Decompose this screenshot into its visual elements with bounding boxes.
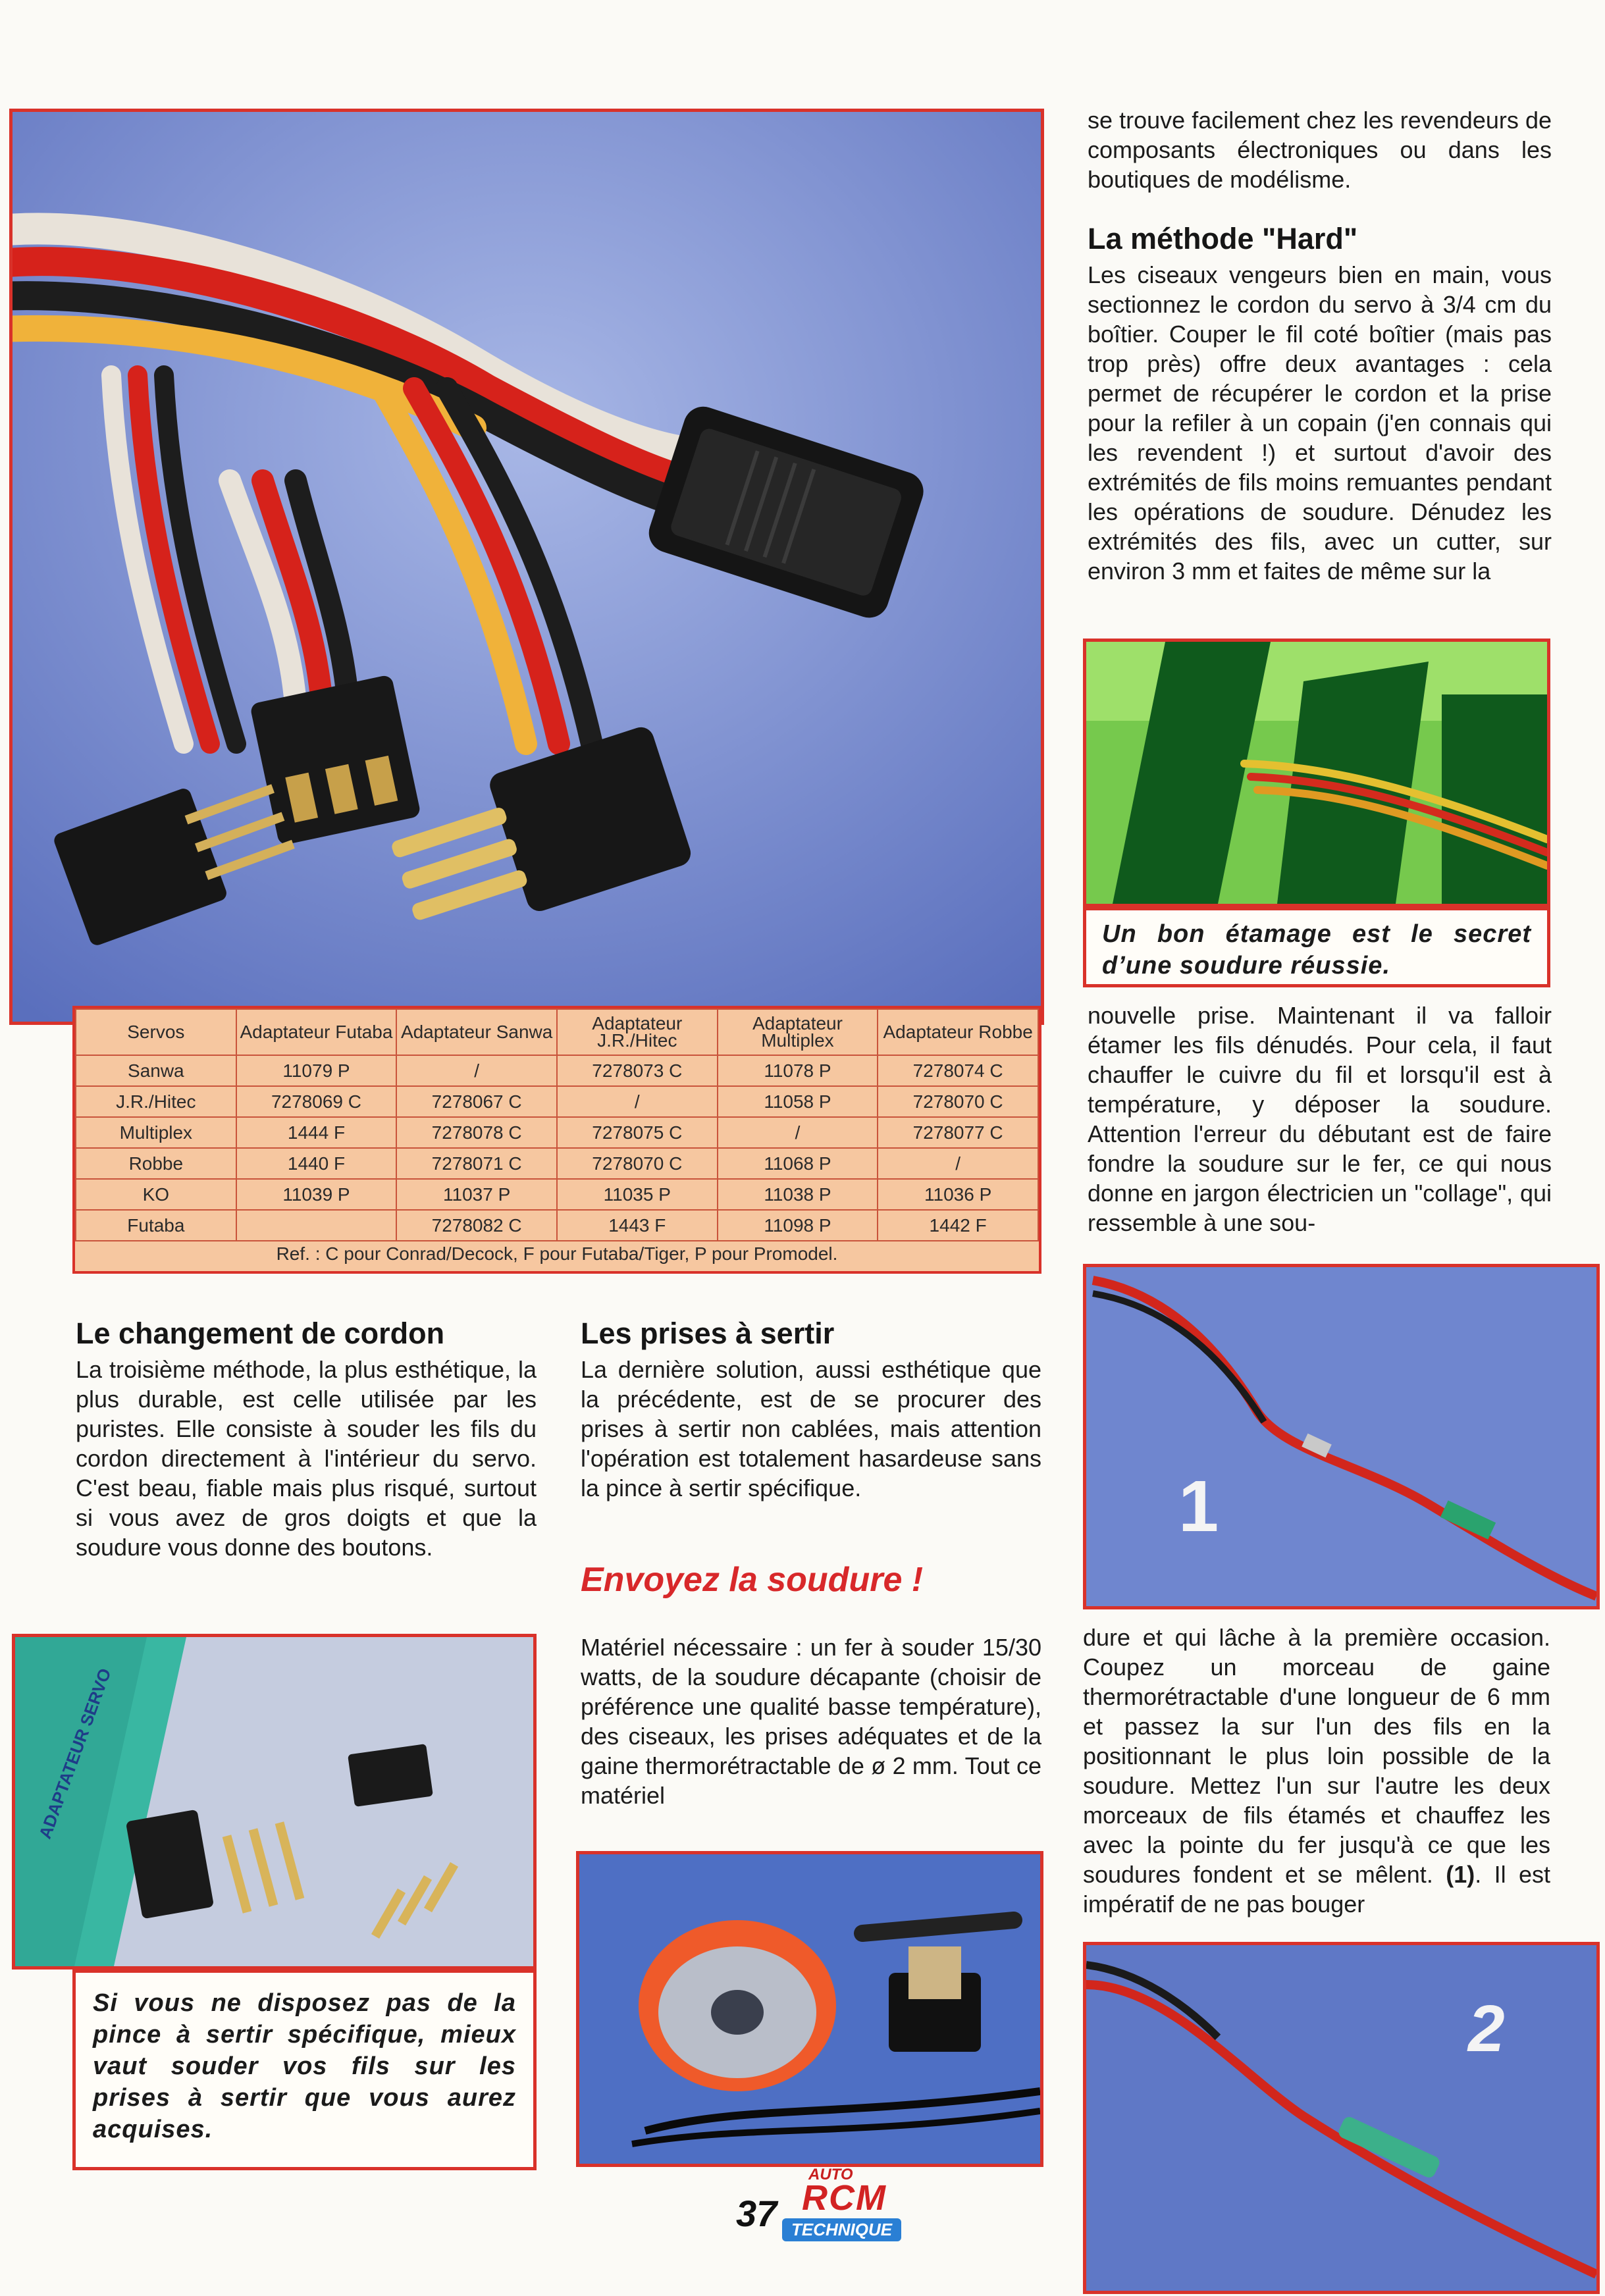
- solder-spool-illustration: [579, 1854, 1040, 2164]
- table-header-cell: Adaptateur Robbe: [878, 1009, 1038, 1055]
- table-ref-note: Ref. : C pour Conrad/Decock, F pour Futaba/Tiger, P pour Promodel.: [276, 1243, 838, 1264]
- caption-etamage: Un bon étamage est le secret d’une soudure réussie.: [1083, 907, 1550, 987]
- table-row: [76, 1179, 1038, 1210]
- table-header-cell: Adaptateur Futaba: [236, 1009, 397, 1055]
- right-col-p2: Les ciseaux vengeurs bien en main, vous sectionnez le cordon du servo à 3/4 cm du boîtier. Couper le fil coté boîtier (mais pas trop près) offre deux avantages : cela permet de récupérer le cordon et la prise pour la refiler à un copain (j'en connais qui les revendent !) et surtout d'avoir des extrémités de fils moins remuantes pendant les opérations de soudure. Dénudez les extrémités des fils, avec un cutter, sur environ 3 mm et faites de même sur la: [1088, 261, 1552, 585]
- right-col-p3: nouvelle prise. Maintenant il va falloir étamer les fils dénudés. Pour cela, il faut chauffer le cuivre du fil et lorsqu'il est à température, y déposer la soudure. Attention l'erreur du débutant est de faire fondre la soudure sur le fer, ce qui nous donne en jargon électricien un "collage", qui ressemble à une sou-: [1088, 1002, 1552, 1236]
- table-ref-row: [76, 1241, 1038, 1266]
- table-row: [76, 1210, 1038, 1241]
- photo-tinned-wires: [1083, 639, 1550, 907]
- main-photo-connectors: [9, 109, 1044, 1025]
- page-number: 37: [736, 2193, 777, 2234]
- right-col-p4-end: . Il est impératif de ne pas bouger: [1083, 1861, 1550, 1918]
- table-cell: 7278069 C: [236, 1086, 397, 1117]
- mid-col-materiel-text: [581, 1632, 1041, 1810]
- mid-col-p1: La dernière solution, aussi esthétique que la précédente, est de se procurer des prises à sertir non cablées, mais attention l'opération est totalement hasardeuse sans la pince à sertir spécifique.: [581, 1356, 1041, 1501]
- right-col-hard-text: [1088, 260, 1552, 586]
- table-cell: 7278078 C: [396, 1117, 557, 1148]
- heading-prises-sertir: Les prises à sertir: [581, 1317, 835, 1350]
- mid-col-text: [581, 1355, 1041, 1503]
- table-cell: [236, 1210, 397, 1241]
- photo-solder-spool: [576, 1851, 1043, 2167]
- heading-envoyez-soudure: Envoyez la soudure !: [581, 1561, 924, 1599]
- photo-step-2: [1083, 1942, 1600, 2294]
- table-header-cell: Adaptateur Sanwa: [396, 1009, 557, 1055]
- table-cell: 7278070 C: [878, 1086, 1038, 1117]
- table-cell: 1442 F: [878, 1210, 1038, 1241]
- tinned-wires-illustration: [1086, 642, 1547, 904]
- heading-changement-cordon: Le changement de cordon: [76, 1317, 445, 1350]
- table-cell: 7278067 C: [396, 1086, 557, 1117]
- photo-step-1-label: 1: [1178, 1466, 1219, 1547]
- right-col-intro: [1088, 105, 1552, 194]
- step-1-wire-illustration: [1086, 1267, 1596, 1606]
- table-cell: 11058 P: [718, 1086, 878, 1117]
- table-row: [76, 1086, 1038, 1117]
- caption-sertir: Si vous ne disposez pas de la pince à sertir spécifique, mieux vaut souder vos fils sur les prises à sertir que vous aurez acquises.: [72, 1970, 537, 2170]
- table-cell: /: [718, 1117, 878, 1148]
- right-col-p4-ref: (1): [1446, 1861, 1475, 1888]
- table-row: [76, 1055, 1038, 1086]
- right-col-soldering-text: [1083, 1623, 1550, 1919]
- table-cell: 7278074 C: [878, 1055, 1038, 1086]
- bag-label-text: ADAPTATEUR SERVO: [35, 1665, 115, 1842]
- table-cell: 1440 F: [236, 1148, 397, 1179]
- right-col-p1: se trouve facilement chez les revendeurs de composants électroniques ou dans les boutiques de modélisme.: [1088, 107, 1552, 193]
- table-header-cell: Adaptateur Multiplex: [718, 1009, 878, 1055]
- table-cell: J.R./Hitec: [76, 1086, 236, 1117]
- table-cell: 1443 F: [557, 1210, 718, 1241]
- table-header-cell: Servos: [76, 1009, 236, 1055]
- table-cell: 11038 P: [718, 1179, 878, 1210]
- mid-col-p2: Matériel nécessaire : un fer à souder 15/30 watts, de la soudure décapante (choisir de préférence une qualité basse température), des ciseaux, les prises adéquates et de la gaine thermorétractable de ø 2 mm. Tout ce matériel: [581, 1634, 1041, 1809]
- left-col-text: [76, 1355, 537, 1562]
- table-cell: KO: [76, 1179, 236, 1210]
- table-cell: Futaba: [76, 1210, 236, 1241]
- left-col-p1: La troisième méthode, la plus esthétique, la plus durable, est celle utilisée par les puristes. Elle consiste à souder les fils du cordon directement à l'intérieur du servo. C'est beau, fiable mais plus risqué, surtout si vous avez de gros doigts et que la soudure vous donne des boutons.: [76, 1356, 537, 1561]
- table-cell: Sanwa: [76, 1055, 236, 1086]
- table-cell: 7278073 C: [557, 1055, 718, 1086]
- table-header-cell: Adaptateur J.R./Hitec: [557, 1009, 718, 1055]
- table-cell: Robbe: [76, 1148, 236, 1179]
- table-row: [76, 1148, 1038, 1179]
- table-header-row: [76, 1009, 1038, 1055]
- photo-step-2-label: 2: [1468, 1992, 1505, 2066]
- right-col-p4-text: dure et qui lâche à la première occasion. Coupez un morceau de gaine thermorétractable d'une longueur de 6 mm et passez la sur l'un des fils en la positionnant le plus loin possible de la soudure. Mettez l'un sur l'autre les deux morceaux de fils étamés et chauffez les avec la pointe du fer jusqu'à ce que les soudures fondent et se mêlent.: [1083, 1624, 1550, 1888]
- table-cell: 11039 P: [236, 1179, 397, 1210]
- adapter-table: [72, 1006, 1041, 1274]
- table-cell: 11037 P: [396, 1179, 557, 1210]
- table-cell: 11098 P: [718, 1210, 878, 1241]
- table-cell: /: [557, 1086, 718, 1117]
- table-row: [76, 1117, 1038, 1148]
- table-cell: 7278071 C: [396, 1148, 557, 1179]
- right-col-tinning-text: [1088, 1001, 1552, 1238]
- table-cell: /: [396, 1055, 557, 1086]
- servo-connectors-illustration: [13, 112, 1041, 1022]
- table-cell: 11035 P: [557, 1179, 718, 1210]
- table-cell: 7278077 C: [878, 1117, 1038, 1148]
- logo-auto: AUTO: [808, 2166, 853, 2183]
- heading-methode-hard: La méthode "Hard": [1088, 222, 1358, 255]
- table-cell: 7278070 C: [557, 1148, 718, 1179]
- logo-technique: TECHNIQUE: [782, 2218, 901, 2241]
- table-cell: Multiplex: [76, 1117, 236, 1148]
- table-cell: 7278075 C: [557, 1117, 718, 1148]
- photo-crimp-connectors: [12, 1634, 537, 1970]
- table-cell: /: [878, 1148, 1038, 1179]
- table-cell: 11078 P: [718, 1055, 878, 1086]
- step-2-wire-illustration: [1086, 1945, 1596, 2291]
- right-col-p4: [1083, 1623, 1550, 1919]
- magazine-logo: [782, 2166, 914, 2245]
- photo-step-1: [1083, 1264, 1600, 1609]
- table-cell: 11036 P: [878, 1179, 1038, 1210]
- table-cell: 1444 F: [236, 1117, 397, 1148]
- table-cell: 11068 P: [718, 1148, 878, 1179]
- logo-rcm: RCM: [802, 2178, 887, 2218]
- table-cell: 7278082 C: [396, 1210, 557, 1241]
- adapter-table-grid: [75, 1008, 1039, 1266]
- table-cell: 11079 P: [236, 1055, 397, 1086]
